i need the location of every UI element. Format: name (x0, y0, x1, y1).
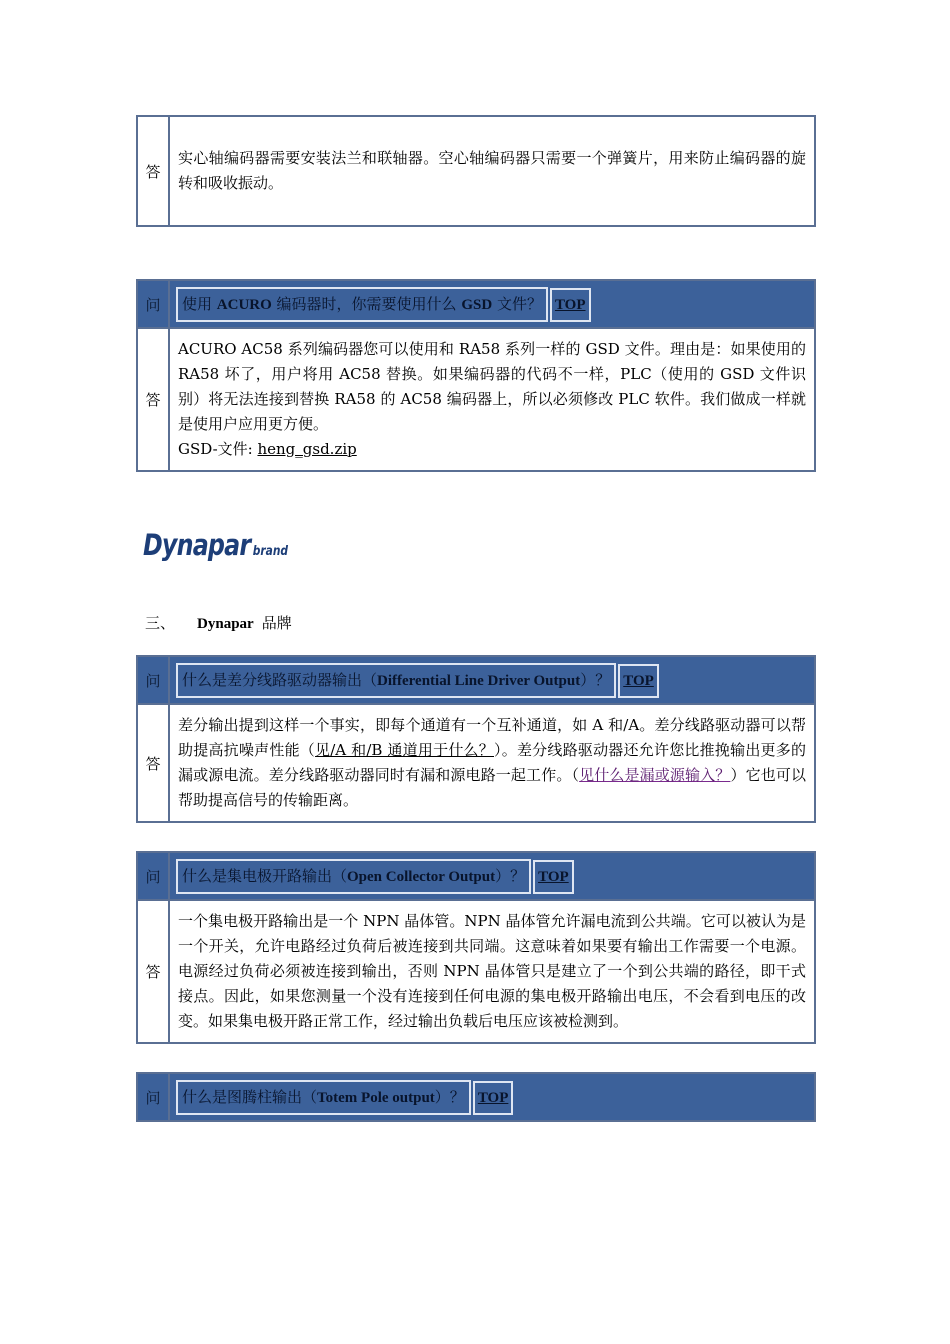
question-text: 什么是差分线路驱动器输出（Differential Line Driver Output）？ (176, 663, 616, 698)
question-label: 问 (137, 280, 169, 328)
answer-text: ACURO AC58 系列编码器您可以使用和 RA58 系列一样的 GSD 文件。理由是：如果使用的 RA58 坏了，用户将用 AC58 替换。如果编码器的代码不一样，PLC（使用的 GSD 文件识别）将无法连接到替换 RA58 的 AC58 编码器上，所以必须修改 PLC 软件。我们做成一样就是使用户应用更方便。 (178, 340, 806, 433)
question-label: 问 (137, 852, 169, 900)
gsd-file-link[interactable]: heng_gsd.zip (257, 440, 357, 458)
question-text: 什么是图腾柱输出（Totem Pole output）？ (176, 1080, 471, 1115)
top-link[interactable]: TOP (533, 860, 574, 894)
answer-cell (169, 328, 815, 471)
question-label: 问 (137, 1073, 169, 1121)
question-cell (169, 280, 815, 328)
question-cell (169, 1073, 815, 1121)
top-link[interactable]: TOP (618, 664, 659, 698)
question-text: 使用 ACURO 编码器时，你需要使用什么 GSD 文件？ (176, 287, 548, 322)
file-label: GSD-文件: (178, 440, 258, 458)
question-cell (169, 656, 815, 704)
answer-label: 答 (137, 328, 169, 471)
qa-block-3 (136, 655, 816, 823)
answer-cell: 差分输出提到这样一个事实，即每个通道有一个互补通道，如 A 和/A。差分线路驱动器可以帮助提高抗噪声性能（见/A 和/B 通道用于什么？）。差分线路驱动器还允许您比推挽输出更多的漏或源电流。差分线路驱动器同时有漏和源电路一起工作。（见什么是漏或源输入？）它也可以帮助提高信号的传输距离。 (169, 704, 815, 822)
section-heading: 三、 Dynapar 品牌 (145, 614, 292, 632)
answer-label: 答 (137, 900, 169, 1043)
question-cell (169, 852, 815, 900)
question-label: 问 (137, 656, 169, 704)
qa-block-4 (136, 851, 816, 1044)
sink-source-link[interactable]: 见什么是漏或源输入？ (579, 766, 731, 784)
answer-label: 答 (137, 704, 169, 822)
qa-block-5 (136, 1072, 816, 1122)
qa-block-2 (136, 279, 816, 472)
answer-text: 实心轴编码器需要安装法兰和联轴器。空心轴编码器只需要一个弹簧片，用来防止编码器的旋转和吸收振动。 (169, 116, 815, 226)
top-link[interactable]: TOP (550, 288, 591, 322)
dynapar-logo: Dynapar brand (143, 528, 289, 562)
answer-label: 答 (137, 116, 169, 226)
question-text: 什么是集电极开路输出（Open Collector Output）？ (176, 859, 531, 894)
answer-text: 一个集电极开路输出是一个 NPN 晶体管。NPN 晶体管允许漏电流到公共端。它可以被认为是一个开关，允许电路经过负荷后被连接到共同端。这意味着如果要有输出工作需要一个电源。 电源经过负荷必须被连接到输出，否则 NPN 晶体管只是建立了一个到公共端的路径，即干式接点。因此，如果您测量一个没有连接到任何电源的集电极开路输出电压，不会看到电压的改变。如果集电极开路正常工作，经过输出负载后电压应该被检测到。 (169, 900, 815, 1043)
ab-channel-link[interactable]: 见/A 和/B 通道用于什么？ (315, 741, 494, 759)
top-link[interactable]: TOP (473, 1081, 514, 1115)
qa-block-1 (136, 115, 816, 227)
